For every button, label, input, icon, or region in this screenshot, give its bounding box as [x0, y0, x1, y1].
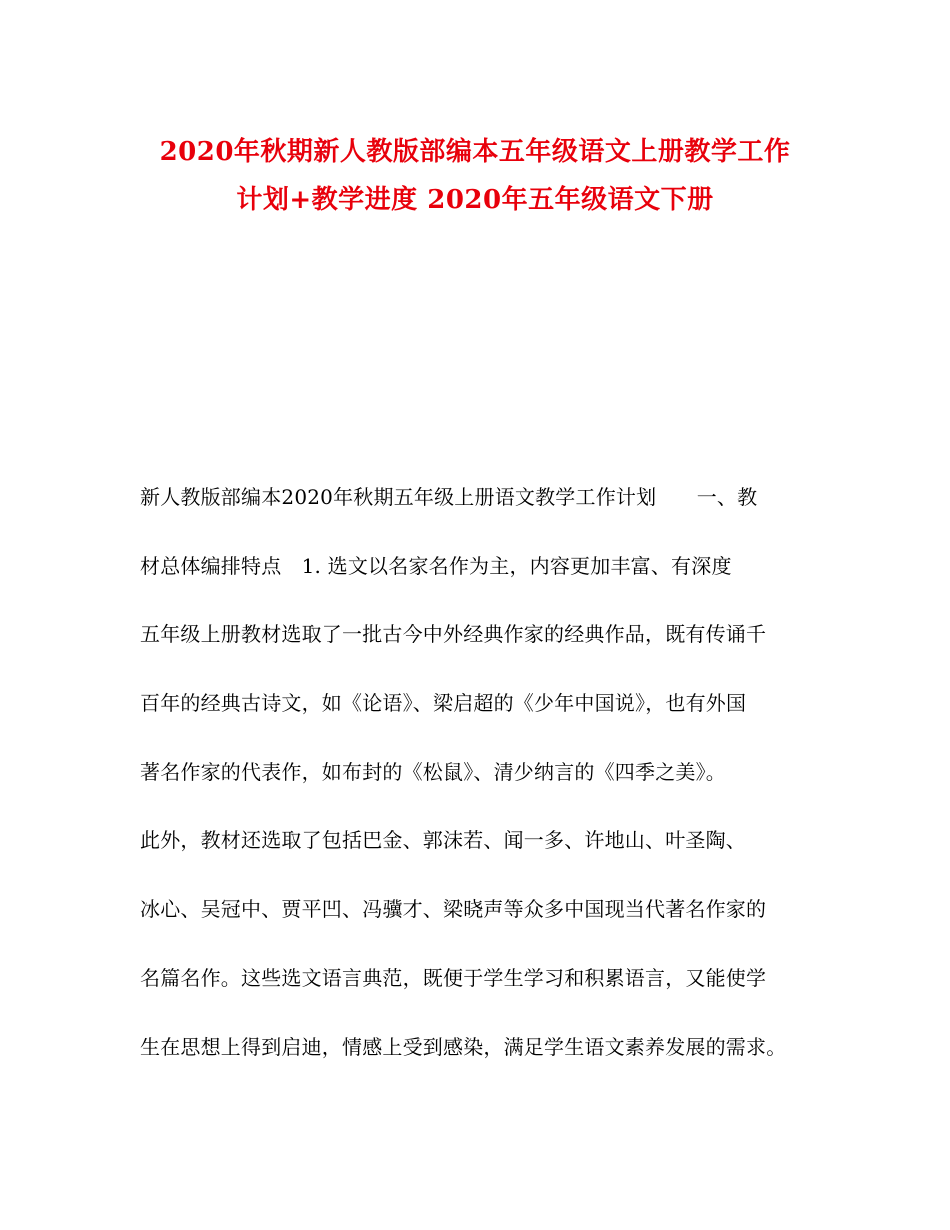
body-line-7: 冰心、吴冠中、贾平凹、冯骥才、梁晓声等众多中国现当代著名作家的	[140, 897, 767, 922]
body-line-2: 材总体编排特点 1. 选文以名家名作为主，内容更加丰富、有深度	[140, 553, 732, 578]
body-line-6: 此外，教材还选取了包括巴金、郭沫若、闻一多、许地山、叶圣陶、	[140, 828, 746, 853]
title-line-2: 计划+教学进度 2020年五年级语文下册	[236, 185, 714, 215]
title-line-1: 2020年秋期新人教版部编本五年级语文上册教学工作	[159, 137, 791, 167]
body-line-3: 五年级上册教材选取了一批古今中外经典作家的经典作品，既有传诵千	[140, 622, 767, 647]
document-body	[140, 482, 830, 1100]
body-line-9: 生在思想上得到启迪，情感上受到感染，满足学生语文素养发展的需求。	[140, 1034, 787, 1059]
body-line-8: 名篇名作。这些选文语言典范，既便于学生学习和积累语言，又能使学	[140, 965, 767, 990]
body-line-4: 百年的经典古诗文，如《论语》、梁启超的《少年中国说》，也有外国	[140, 691, 747, 716]
document-title	[0, 128, 950, 224]
body-line-5: 著名作家的代表作，如布封的《松鼠》、清少纳言的《四季之美》。	[140, 759, 726, 784]
body-line-1: 新人教版部编本2020年秋期五年级上册语文教学工作计划 一、教	[140, 485, 758, 509]
